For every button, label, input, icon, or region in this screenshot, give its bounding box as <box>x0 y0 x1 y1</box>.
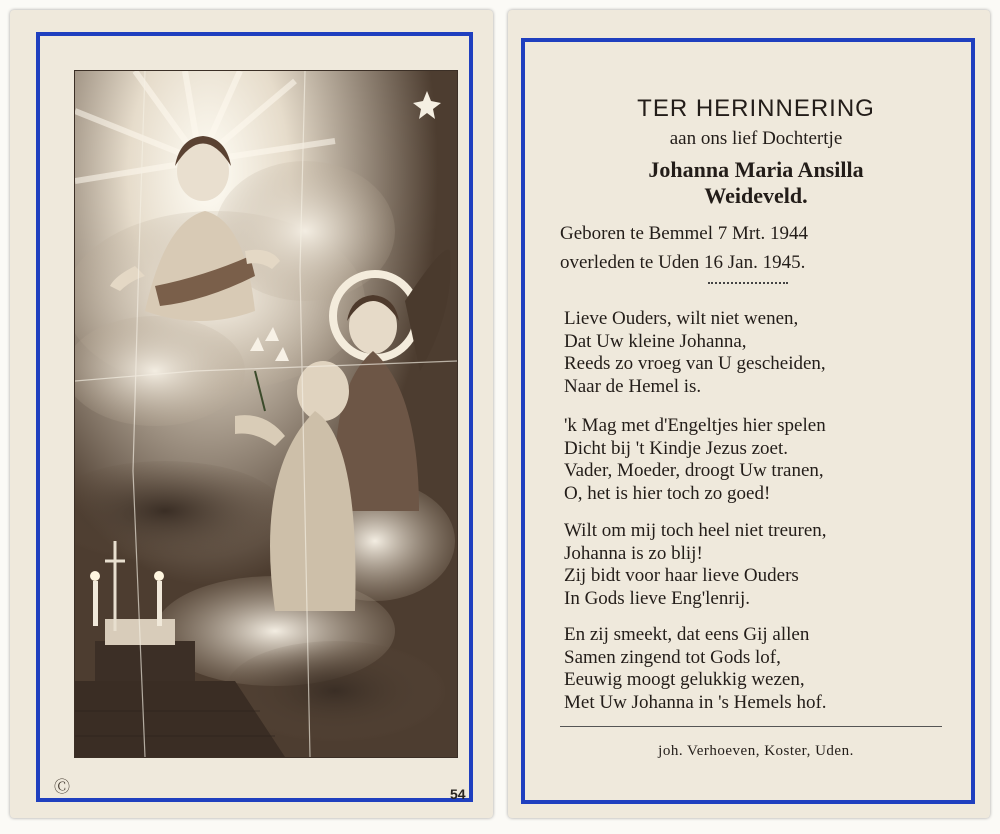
poem-line: O, het is hier toch zo goed! <box>564 482 771 504</box>
footer-rule <box>560 726 942 727</box>
poem-line: En zij smeekt, dat eens Gij allen <box>564 624 810 645</box>
printer-imprint: joh. Verhoeven, Koster, Uden. <box>658 743 854 759</box>
poem-stanza <box>564 415 964 505</box>
poem-line: Dicht bij 't Kindje Jezus zoet. <box>564 437 788 459</box>
poem-stanza <box>564 624 964 714</box>
poem-line: Reeds zo vroeg van U gescheiden, <box>564 353 826 374</box>
poem-line: Naar de Hemel is. <box>564 375 702 397</box>
poem-line: Lieve Ouders, wilt niet wenen, <box>564 308 799 329</box>
deceased-surname: Weideveld. <box>704 183 808 208</box>
death-line: overleden te Uden 16 Jan. 1945. <box>560 252 806 273</box>
poem-line: In Gods lieve Eng'lenrij. <box>564 587 750 609</box>
poem-stanza <box>564 308 964 398</box>
card-title: TER HERINNERING <box>637 95 875 122</box>
birth-line: Geboren te Bemmel 7 Mrt. 1944 <box>560 223 809 244</box>
poem-line: Eeuwig moogt gelukkig wezen, <box>564 669 805 690</box>
poem-line: Met Uw Johanna in 's Hemels hof. <box>564 691 827 713</box>
poem-line: Zij bidt voor haar lieve Ouders <box>564 565 799 586</box>
dotted-divider <box>708 282 788 284</box>
devotional-illustration <box>74 70 458 758</box>
card-number: 54 <box>450 786 466 802</box>
card-subtitle: aan ons lief Dochtertje <box>669 128 843 149</box>
memorial-card-image-side <box>10 10 493 818</box>
poem-line: Dat Uw kleine Johanna, <box>564 330 747 352</box>
poem-line: Wilt om mij toch heel niet treuren, <box>564 520 827 541</box>
deceased-name: Johanna Maria Ansilla <box>648 157 864 182</box>
memorial-card-text-side <box>508 10 990 818</box>
poem-line: Vader, Moeder, droogt Uw tranen, <box>564 460 824 481</box>
printer-mark: Ⓒ <box>54 777 71 796</box>
poem-line: Johanna is zo blij! <box>564 542 703 564</box>
poem-stanza <box>564 520 964 610</box>
poem-line: Samen zingend tot Gods lof, <box>564 646 781 668</box>
poem-line: 'k Mag met d'Engeltjes hier spelen <box>564 415 826 436</box>
